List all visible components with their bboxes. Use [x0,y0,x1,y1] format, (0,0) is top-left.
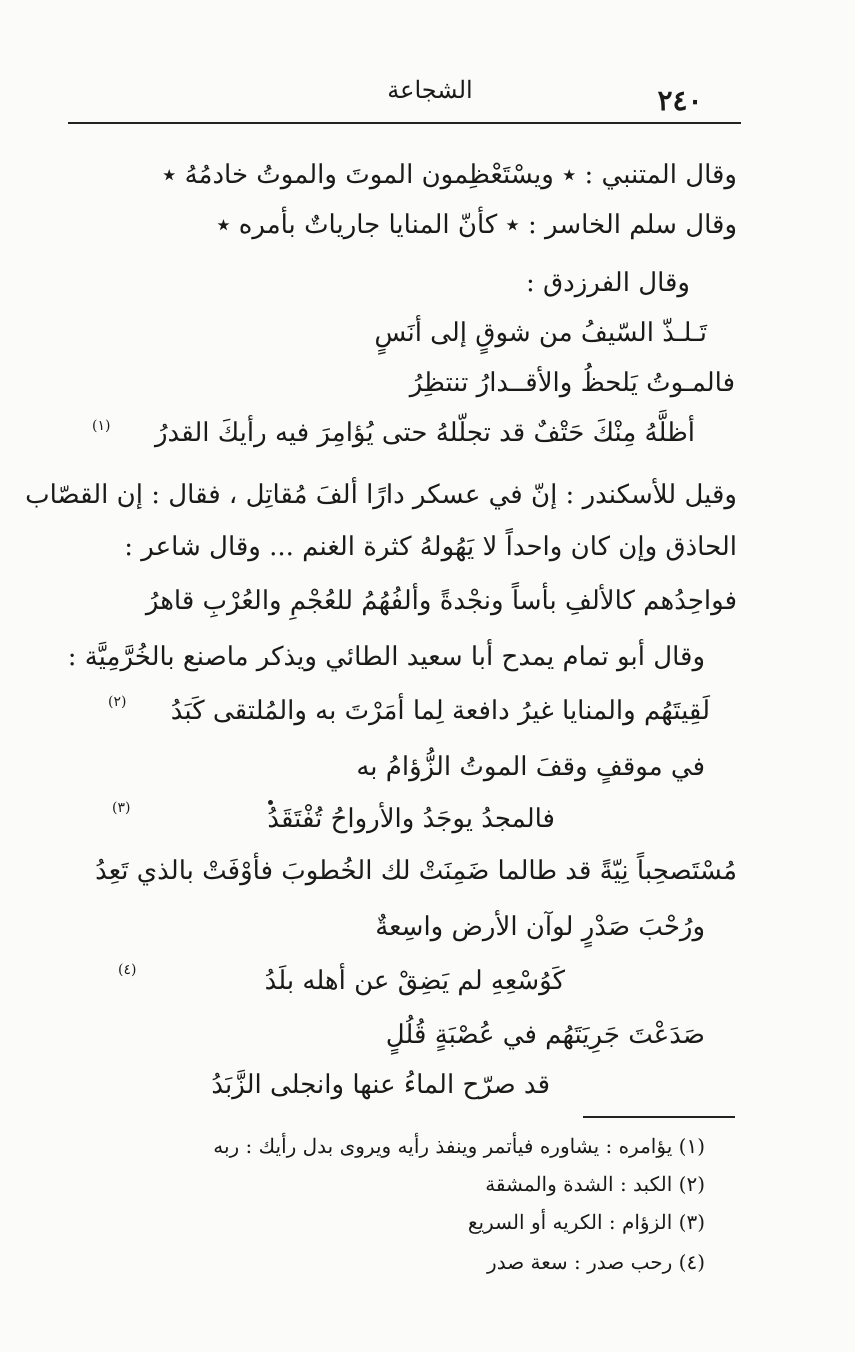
running-title: الشجاعة [387,76,473,104]
footnote-rule [583,1116,735,1118]
verse-line: فواحِدُهم كالألفِ بأساً ونجْدةً وألفُهُمُ للعُجْمِ والعُرْبِ قاهرُ [145,586,737,616]
verse-line: تَـلـذّ السّيفُ من شوقٍ إلى أنَسٍ [374,318,707,348]
footnote: (٢) الكبد : الشدة والمشقة [485,1172,705,1196]
text-line: الحاذق وإن كان واحداً لا يَهُولهُ كثرة الغنم ... وقال شاعر : [124,532,737,562]
footnote-marker: (٣) [112,800,131,816]
text-line: وقال سلم الخاسر : ٭ كأنّ المنايا جارياتٌ بأمره ٭ [216,210,737,240]
footnote-marker: (٤) [118,962,137,978]
footnote-marker: (٢) [108,694,127,710]
verse-line: صَدَعْتَ جَرِيَتَهُم في عُصْبَةٍ قُلُلٍ [385,1020,705,1050]
footnote: (١) يؤامره : يشاوره فيأتمر وينفذ رأيه ويروى بدل رأيك : ربه [213,1134,705,1158]
footnote-marker: (١) [92,418,111,434]
verse-line: في موقفٍ وقفَ الموتُ الزُّؤامُ به [356,752,705,782]
footnote: (٤) رحب صدر : سعة صدر [487,1250,705,1274]
verse-line: أظلَّهُ مِنْكَ حَتْفٌ قد تجلّلهُ حتى يُؤامِرَ فيه رأيكَ القدرُ [154,418,695,448]
verse-line: ورُحْبَ صَدْرٍ لوآن الأرض واسِعةٌ [375,912,705,942]
text-line: وقيل للأسكندر : إنّ في عسكر دارًا ألفَ مُقاتِل ، فقال : إن القصّاب [25,480,737,510]
verse-line: فالمـوتُ يَلحظُ والأقــدارُ تنتظِرُ [409,368,735,398]
verse-line: قد صرّح الماءُ عنها وانجلى الزَّبَدُ [211,1070,550,1100]
header-rule [68,122,741,124]
verse-line: كَوُسْعِهِ لم يَضِقْ عن أهله بلَدُ [264,966,565,996]
verse-line: فالمجدُ يوجَدُ والأرواحُ تُفْتَقَدُ [267,804,555,834]
verse-line: لَقِيتَهُم والمنايا غيرُ دافعة لِما أمَرْتَ به والمُلتقى كَبَدُ [170,696,710,726]
footnote: (٣) الزؤام : الكريه أو السريع [467,1210,705,1234]
text-line: وقال أبو تمام يمدح أبا سعيد الطائي ويذكر ماصنع بالخُرَّمِيَّة : [67,642,705,672]
page-number: ٢٤٠ [657,84,703,117]
text-line: وقال الفرزدق : [525,268,690,298]
verse-line: مُسْتَصحِباً نِيّةً قد طالما ضَمِنَتْ لك الخُطوبَ فأوْفَتْ بالذي تَعِدُ [95,856,737,886]
text-line: وقال المتنبي : ٭ ويسْتَعْظِمون الموتَ والموتُ خادمُهُ ٭ [162,160,737,190]
